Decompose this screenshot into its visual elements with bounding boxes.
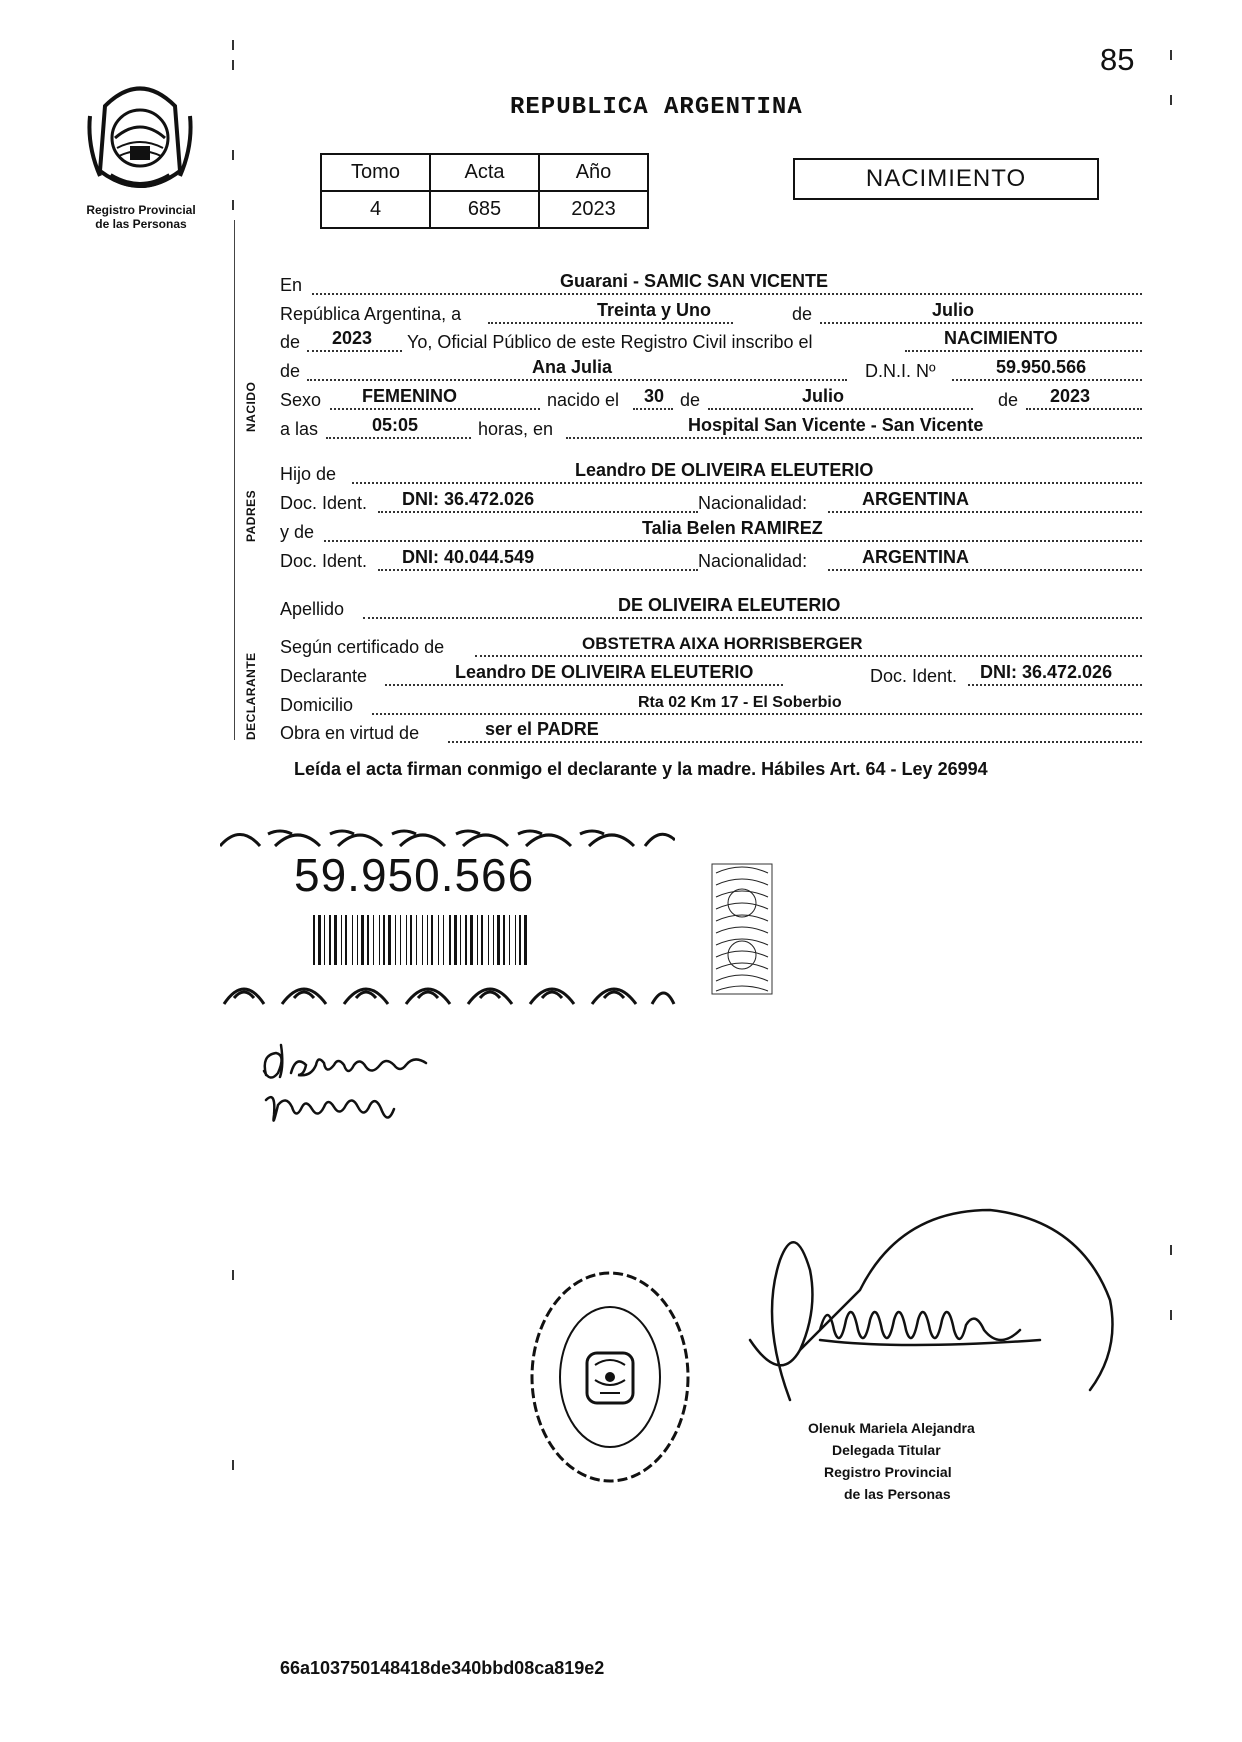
margin-mark [232,150,234,160]
barcode-bar [488,915,489,965]
id-sticker-number: 59.950.566 [294,849,535,901]
dotted-line [488,321,733,324]
official-office-line2: de las Personas [844,1486,951,1502]
label-de: de [680,390,701,410]
row-birth [280,385,1145,413]
dotted-line [307,349,402,352]
label-de: de [280,361,301,381]
label-obra-en-virtud: Obra en virtud de [280,723,420,743]
barcode-bar [367,915,369,965]
barcode-bar [431,915,433,965]
value-declarant-doc: DNI: 36.472.026 [980,662,1113,682]
margin-mark [1170,50,1172,60]
security-pattern-top [220,818,675,852]
label-doc-ident: Doc. Ident. [280,493,368,513]
value-father-nationality: ARGENTINA [862,489,969,509]
row-declarant [280,661,1145,689]
barcode-icon [313,915,533,965]
legal-statement: Leída el acta firman conmigo el declarante y la madre. Hábiles Art. 64 - Ley 26994 [294,759,988,779]
label-nacionalidad: Nacionalidad: [698,551,808,571]
registry-value-ano: 2023 [539,191,648,228]
official-seal-stamp [525,1265,695,1490]
dotted-line [633,407,673,410]
registry-caption [66,203,216,231]
margin-mark [1170,1245,1172,1255]
barcode-bar [329,915,331,965]
province-coat-of-arms-logo [85,76,195,196]
label-de: de [998,390,1019,410]
country-title: REPUBLICA ARGENTINA [510,94,803,121]
security-hologram-icon [711,863,773,995]
left-margin-rule [234,220,235,740]
handwritten-signature-parents [256,1035,486,1140]
barcode-bar [493,915,494,965]
barcode-bar [519,915,521,965]
dotted-line [324,539,1142,542]
barcode-bar [449,915,451,965]
barcode-bar [345,915,347,965]
value-month-text: Julio [932,300,975,320]
barcode-bar [422,915,423,965]
label-segun-certificado: Según certificado de [280,637,445,657]
label-de: de [280,332,301,352]
label-apellido: Apellido [280,599,345,619]
dotted-line [312,292,1142,295]
value-mother-doc: DNI: 40.044.549 [402,547,535,567]
row-child [280,356,1145,384]
dotted-line [307,378,847,381]
margin-mark [232,1270,234,1280]
label-sexo: Sexo [280,390,322,410]
barcode-bar [352,915,353,965]
row-father-doc [280,488,1145,516]
registry-table [320,153,649,229]
official-role: Delegada Titular [832,1442,941,1458]
row-mother-doc [280,546,1145,574]
label-yo-oficial: Yo, Oficial Público de este Registro Civil inscribo el [407,332,813,352]
label-republica: República Argentina, a [280,304,462,324]
value-record-kind: NACIMIENTO [944,328,1058,348]
section-label-declarante: DECLARANTE [244,652,258,740]
value-birth-place: Hospital San Vicente - San Vicente [688,415,984,435]
barcode-bar [379,915,380,965]
registry-caption-line2: de las Personas [95,217,187,231]
dotted-line [378,568,698,571]
value-mother-name: Talia Belen RAMIREZ [642,518,823,538]
barcode-bar [334,915,337,965]
registry-table-header-row [321,154,648,191]
registry-value-tomo: 4 [321,191,430,228]
row-certificate [280,632,1145,660]
barcode-bar [341,915,342,965]
barcode-bar [427,915,428,965]
barcode-bar [503,915,505,965]
value-address: Rta 02 Km 17 - El Soberbio [638,694,842,711]
row-address [280,690,1145,718]
barcode-bar [388,915,391,965]
dotted-line [330,407,540,410]
label-en: En [280,275,303,295]
barcode-bar [318,915,321,965]
official-signature [700,1200,1120,1405]
barcode-bar [357,915,358,965]
barcode-bar [410,915,412,965]
value-place: Guarani - SAMIC SAN VICENTE [560,271,829,291]
value-mother-nationality: ARGENTINA [862,547,969,567]
registry-header-ano: Año [539,154,648,191]
dotted-line [385,683,783,686]
row-date [280,299,1145,327]
security-pattern-bottom [222,968,677,1006]
value-father-name: Leandro DE OLIVEIRA ELEUTERIO [575,460,874,480]
value-birth-day: 30 [644,386,665,406]
label-nacido-el: nacido el [547,390,620,410]
label-a-las: a las [280,419,319,439]
dotted-line [352,481,1142,484]
registry-table-value-row [321,191,648,228]
label-horas-en: horas, en [478,419,554,439]
barcode-bar [497,915,500,965]
official-signature-block [808,1417,975,1505]
dotted-line [475,654,1142,657]
document-hash: 66a103750148418de340bbd08ca819e2 [280,1658,605,1678]
row-time-place [280,414,1145,442]
row-record [280,327,1145,355]
row-acting-as [280,718,1145,746]
document-type-box: NACIMIENTO [793,158,1099,200]
barcode-bar [509,915,510,965]
barcode-bar [416,915,417,965]
dotted-line [708,407,973,410]
barcode-bar [454,915,457,965]
barcode-bar [524,915,527,965]
dotted-line [905,349,1142,352]
value-birth-time: 05:05 [372,415,419,435]
dotted-line [1026,407,1142,410]
dotted-line [566,436,1142,439]
registry-value-acta: 685 [430,191,539,228]
margin-mark [232,1460,234,1470]
official-name: Olenuk Mariela Alejandra [808,1420,975,1436]
dotted-line [952,378,1142,381]
section-label-padres: PADRES [244,489,258,542]
barcode-bar [515,915,516,965]
barcode-bar [443,915,444,965]
dotted-line [968,683,1142,686]
label-doc-ident: Doc. Ident. [280,551,368,571]
dotted-line [828,510,1142,513]
dotted-line [372,712,1142,715]
label-dni-no: D.N.I. Nº [865,361,936,381]
barcode-bar [373,915,374,965]
page-number: 85 [1100,42,1135,77]
barcode-bar [324,915,325,965]
barcode-bar [465,915,467,965]
margin-mark [1170,95,1172,105]
barcode-bar [400,915,401,965]
value-birth-year: 2023 [1050,386,1091,406]
row-mother [280,517,1145,545]
value-father-doc: DNI: 36.472.026 [402,489,535,509]
barcode-bar [438,915,439,965]
barcode-bar [481,915,483,965]
value-child-name: Ana Julia [532,357,613,377]
value-birth-month: Julio [802,386,845,406]
label-nacionalidad: Nacionalidad: [698,493,808,513]
barcode-bar [460,915,461,965]
margin-mark [232,40,234,50]
label-de: de [792,304,813,324]
label-domicilio: Domicilio [280,695,354,715]
label-y-de: y de [280,522,315,542]
margin-mark [232,60,234,70]
row-father [280,459,1145,487]
value-surname: DE OLIVEIRA ELEUTERIO [618,595,841,615]
label-doc-ident: Doc. Ident. [870,666,958,686]
row-place [280,270,1145,298]
barcode-bar [313,915,315,965]
dotted-line [363,616,1142,619]
value-certificate-by: OBSTETRA AIXA HORRISBERGER [582,634,863,653]
label-hijo-de: Hijo de [280,464,337,484]
dotted-line [326,436,471,439]
section-label-nacido: NACIDO [244,381,258,432]
dotted-line [448,740,1142,743]
dotted-line [820,321,1142,324]
registry-header-tomo: Tomo [321,154,430,191]
label-declarante: Declarante [280,666,368,686]
barcode-bar [361,915,364,965]
value-sex: FEMENINO [362,386,458,406]
value-child-dni: 59.950.566 [996,357,1087,377]
barcode-bar [395,915,396,965]
value-day-text: Treinta y Uno [597,300,712,320]
barcode-bar [383,915,385,965]
margin-mark [1170,1310,1172,1320]
dotted-line [828,568,1142,571]
value-year: 2023 [332,328,373,348]
barcode-bar [470,915,473,965]
value-acting-as: ser el PADRE [485,719,599,739]
registry-caption-line1: Registro Provincial [86,203,196,217]
row-surname [280,594,1145,622]
official-office-line1: Registro Provincial [824,1464,952,1480]
margin-mark [232,200,234,210]
barcode-bar [477,915,478,965]
value-declarant-name: Leandro DE OLIVEIRA ELEUTERIO [455,662,754,682]
registry-header-acta: Acta [430,154,539,191]
barcode-bar [406,915,407,965]
dotted-line [378,510,698,513]
